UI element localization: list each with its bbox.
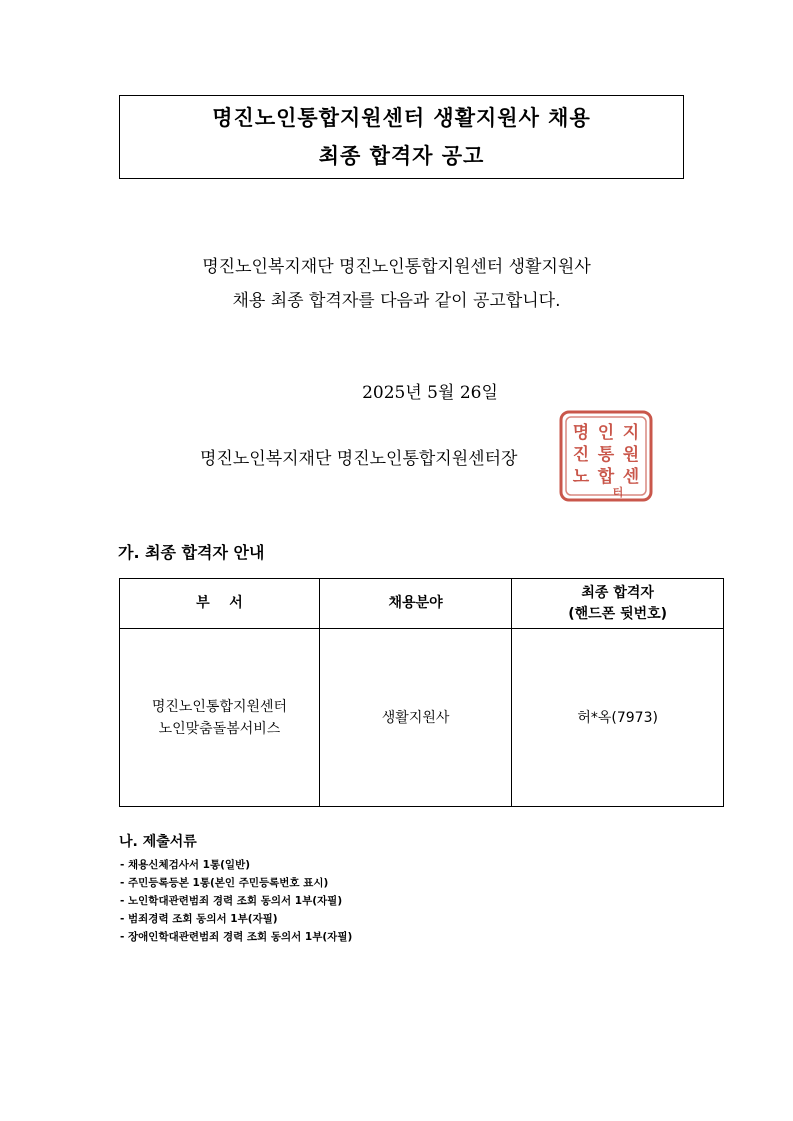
- intro-line1: 명진노인복지재단 명진노인통합지원센터 생활지원사: [202, 257, 591, 277]
- seal-char-4: 인: [597, 423, 615, 443]
- notice-date: 2025년 5월 26일: [362, 383, 498, 403]
- required-documents-list: [120, 856, 352, 946]
- official-seal-stamp: [557, 408, 655, 504]
- final-results-table: [119, 578, 724, 807]
- seal-char-8: 원: [622, 445, 640, 465]
- cell-dept-line1: 명진노인통합지원센터: [151, 698, 288, 715]
- list-item: - 채용신체검사서 1통(일반): [120, 856, 352, 874]
- header-dept: 부 서: [120, 579, 320, 629]
- header-result-line2: (핸드폰 뒷번호): [568, 605, 668, 622]
- seal-char-5: 통: [597, 445, 615, 465]
- cell-field: 생활지원사: [319, 629, 511, 807]
- list-item: - 주민등록등본 1통(본인 주민등록번호 표시): [120, 874, 352, 892]
- list-item: - 장애인학대관련범죄 경력 조회 동의서 1부(자필): [120, 928, 352, 946]
- header-result-line1: 최종 합격자: [581, 584, 654, 601]
- seal-char-1: 명: [572, 423, 590, 443]
- section-a-heading: 가. 최종 합격자 안내: [118, 543, 265, 562]
- cell-dept-line2: 노인맞춤돌봄서비스: [158, 720, 281, 737]
- seal-char-10: 터: [612, 486, 624, 499]
- seal-char-2: 진: [572, 445, 590, 465]
- cell-winner: 허*옥(7973): [512, 629, 724, 807]
- seal-char-9: 센: [622, 467, 640, 487]
- notice-title-line2: 최종 합격자 공고: [318, 144, 485, 168]
- seal-char-7: 지: [622, 423, 640, 443]
- seal-char-6: 합: [597, 467, 615, 487]
- table-row: [120, 629, 724, 807]
- seal-char-3: 노: [572, 467, 590, 487]
- intro-line2: 채용 최종 합격자를 다음과 같이 공고합니다.: [232, 291, 561, 311]
- notice-title-box: [119, 95, 684, 179]
- section-b-heading: 나. 제출서류: [119, 834, 197, 850]
- table-header-row: [120, 579, 724, 629]
- notice-title-line1: 명진노인통합지원센터 생활지원사 채용: [212, 106, 591, 130]
- issuer-name: 명진노인복지재단 명진노인통합지원센터장: [200, 449, 518, 469]
- intro-paragraph: [0, 250, 793, 318]
- header-field: 채용분야: [319, 579, 511, 629]
- list-item: - 노인학대관련범죄 경력 조회 동의서 1부(자필): [120, 892, 352, 910]
- list-item: - 범죄경력 조회 동의서 1부(자필): [120, 910, 352, 928]
- cell-dept: [120, 629, 320, 807]
- header-result: [512, 579, 724, 629]
